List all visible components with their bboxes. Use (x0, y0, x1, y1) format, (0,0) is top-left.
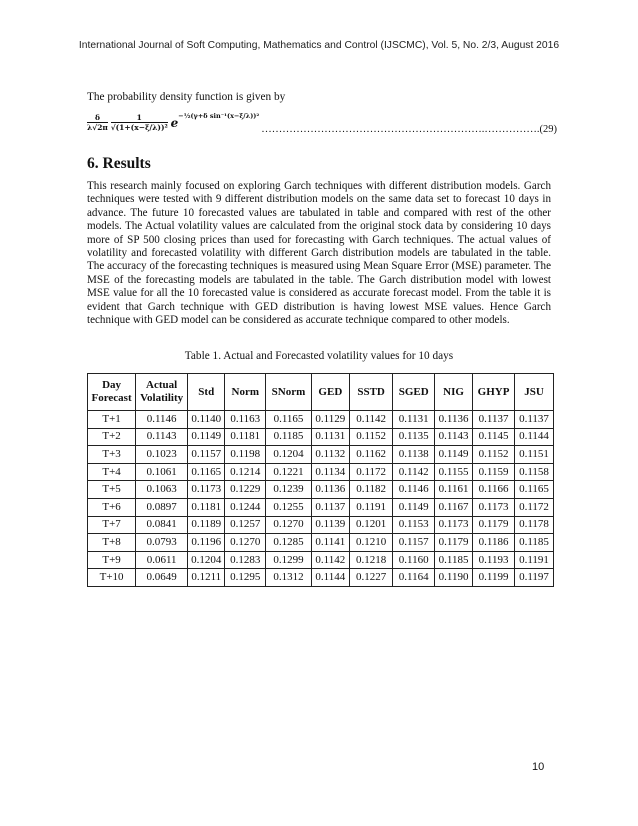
table-caption: Table 1. Actual and Forecasted volatility values for 10 days (184, 350, 454, 362)
value-cell: 0.1257 (225, 516, 266, 534)
value-cell: 0.1186 (473, 534, 515, 552)
row-label-cell: T+5 (88, 481, 136, 499)
value-cell: 0.1129 (311, 411, 349, 429)
table-row (88, 569, 554, 587)
value-cell: 0.1197 (514, 569, 553, 587)
value-cell: 0.1166 (473, 481, 515, 499)
table-row (88, 463, 554, 481)
value-cell: 0.1210 (349, 534, 392, 552)
exponential-power: −½(γ+δ sin⁻¹(x−ξ/λ))² (178, 112, 260, 120)
value-cell: 0.1146 (393, 481, 435, 499)
column-header: SGED (393, 374, 435, 411)
row-label-cell: T+2 (88, 428, 136, 446)
value-cell: 0.1165 (266, 411, 312, 429)
value-cell: 0.1136 (435, 411, 473, 429)
column-header: GED (311, 374, 349, 411)
table-row (88, 551, 554, 569)
row-label-cell: T+8 (88, 534, 136, 552)
value-cell: 0.1142 (311, 551, 349, 569)
frac2-denominator: √(1+(x−ξ/λ))² (110, 123, 168, 132)
row-label-cell: T+9 (88, 551, 136, 569)
row-label-cell: T+7 (88, 516, 136, 534)
value-cell: 0.1285 (266, 534, 312, 552)
value-cell: 0.1146 (136, 411, 188, 429)
column-header: Actual Volatility (136, 374, 188, 411)
value-cell: 0.1191 (349, 498, 392, 516)
value-cell: 0.1137 (311, 498, 349, 516)
value-cell: 0.1063 (136, 481, 188, 499)
value-cell: 0.1139 (311, 516, 349, 534)
value-cell: 0.1142 (349, 411, 392, 429)
column-header: Norm (225, 374, 266, 411)
value-cell: 0.1283 (225, 551, 266, 569)
value-cell: 0.1149 (188, 428, 225, 446)
value-cell: 0.1182 (349, 481, 392, 499)
value-cell: 0.1159 (473, 463, 515, 481)
equation-dots: ……………………………………………………….……………. (261, 124, 540, 135)
value-cell: 0.0897 (136, 498, 188, 516)
row-label-cell: T+6 (88, 498, 136, 516)
value-cell: 0.1185 (435, 551, 473, 569)
column-header: SSTD (349, 374, 392, 411)
value-cell: 0.1165 (188, 463, 225, 481)
value-cell: 0.1173 (188, 481, 225, 499)
value-cell: 0.1172 (514, 498, 553, 516)
value-cell: 0.1190 (435, 569, 473, 587)
value-cell: 0.1144 (514, 428, 553, 446)
value-cell: 0.1227 (349, 569, 392, 587)
frac2-numerator: 1 (111, 113, 168, 123)
value-cell: 0.1023 (136, 446, 188, 464)
column-header: SNorm (266, 374, 312, 411)
value-cell: 0.1162 (349, 446, 392, 464)
row-label-cell: T+4 (88, 463, 136, 481)
value-cell: 0.0611 (136, 551, 188, 569)
value-cell: 0.1211 (188, 569, 225, 587)
table-row (88, 481, 554, 499)
value-cell: 0.1061 (136, 463, 188, 481)
running-header: International Journal of Soft Computing, Mathematics and Control (IJSCMC), Vol. 5, No. 2/3, August 2016 (78, 40, 560, 51)
column-header: GHYP (473, 374, 515, 411)
value-cell: 0.1181 (188, 498, 225, 516)
equation-number: (29) (539, 124, 557, 135)
value-cell: 0.1161 (435, 481, 473, 499)
frac1-denominator: λ√2π (87, 123, 108, 132)
value-cell: 0.1173 (473, 498, 515, 516)
value-cell: 0.1191 (514, 551, 553, 569)
value-cell: 0.1142 (393, 463, 435, 481)
column-header: Day Forecast (88, 374, 136, 411)
value-cell: 0.1239 (266, 481, 312, 499)
table-row (88, 498, 554, 516)
value-cell: 0.1167 (435, 498, 473, 516)
value-cell: 0.1134 (311, 463, 349, 481)
value-cell: 0.1144 (311, 569, 349, 587)
value-cell: 0.1157 (393, 534, 435, 552)
value-cell: 0.0841 (136, 516, 188, 534)
value-cell: 0.1152 (349, 428, 392, 446)
exponential-base: e (170, 116, 179, 130)
value-cell: 0.1312 (266, 569, 312, 587)
value-cell: 0.1199 (473, 569, 515, 587)
row-label-cell: T+1 (88, 411, 136, 429)
fraction-delta (87, 113, 108, 133)
value-cell: 0.1149 (393, 498, 435, 516)
section-title: 6. Results (87, 155, 151, 172)
value-cell: 0.1255 (266, 498, 312, 516)
value-cell: 0.1204 (188, 551, 225, 569)
value-cell: 0.1229 (225, 481, 266, 499)
results-paragraph: This research mainly focused on exploring Garch techniques with different distribution models. Garch techniques were tested with 9 different distribution models on the same data set to forecast 10 days in advance. The future 10 forecasted values are tabulated in table and compared with rest of the other models. The Actual volatility values are calculated from the original stock data by considering 10 days more of SP 500 closing prices than used for forecasting with Garch techniques. The actual values of volatility and forecasted volatility with different Garch distribution models are tabulated in the table. The accuracy of the forecasting techniques is measured using Mean Square Error (MSE) parameter. The MSE of the forecasting models are tabulated in the table. The Garch distribution model with lowest MSE value for all the 10 forecasted value is considered as accurate forecast model. From the table it is evident that Garch technique with GED distribution is having lowest MSE values. Hence Garch technique with GED model can be considered as accurate technique compared to other models. (87, 180, 551, 327)
table-header-row (88, 374, 554, 411)
row-label-cell: T+3 (88, 446, 136, 464)
value-cell: 0.1198 (225, 446, 266, 464)
value-cell: 0.1137 (473, 411, 515, 429)
column-header: JSU (514, 374, 553, 411)
value-cell: 0.1185 (514, 534, 553, 552)
value-cell: 0.1181 (225, 428, 266, 446)
value-cell: 0.1179 (435, 534, 473, 552)
value-cell: 0.1164 (393, 569, 435, 587)
value-cell: 0.1145 (473, 428, 515, 446)
intro-sentence: The probability density function is given by (87, 91, 286, 103)
value-cell: 0.1214 (225, 463, 266, 481)
value-cell: 0.1151 (514, 446, 553, 464)
frac1-numerator: δ (87, 113, 108, 123)
value-cell: 0.1155 (435, 463, 473, 481)
value-cell: 0.1132 (311, 446, 349, 464)
value-cell: 0.1135 (393, 428, 435, 446)
value-cell: 0.1158 (514, 463, 553, 481)
value-cell: 0.1149 (435, 446, 473, 464)
table-row (88, 516, 554, 534)
value-cell: 0.1193 (473, 551, 515, 569)
table-row (88, 446, 554, 464)
value-cell: 0.1204 (266, 446, 312, 464)
value-cell: 0.1196 (188, 534, 225, 552)
table-row (88, 411, 554, 429)
value-cell: 0.1189 (188, 516, 225, 534)
value-cell: 0.1172 (349, 463, 392, 481)
value-cell: 0.1218 (349, 551, 392, 569)
value-cell: 0.1153 (393, 516, 435, 534)
equation-formula (87, 112, 259, 133)
table-row (88, 534, 554, 552)
value-cell: 0.1178 (514, 516, 553, 534)
column-header: Std (188, 374, 225, 411)
value-cell: 0.1299 (266, 551, 312, 569)
value-cell: 0.1173 (435, 516, 473, 534)
value-cell: 0.1179 (473, 516, 515, 534)
table-body (88, 411, 554, 587)
value-cell: 0.1221 (266, 463, 312, 481)
value-cell: 0.1270 (266, 516, 312, 534)
value-cell: 0.0649 (136, 569, 188, 587)
table-head (88, 374, 554, 411)
equation-leader (247, 124, 557, 135)
value-cell: 0.1131 (311, 428, 349, 446)
column-header: NIG (435, 374, 473, 411)
value-cell: 0.1201 (349, 516, 392, 534)
table-row (88, 428, 554, 446)
row-label-cell: T+10 (88, 569, 136, 587)
page-number: 10 (532, 761, 545, 773)
value-cell: 0.1165 (514, 481, 553, 499)
value-cell: 0.1140 (188, 411, 225, 429)
value-cell: 0.1152 (473, 446, 515, 464)
value-cell: 0.1160 (393, 551, 435, 569)
value-cell: 0.1185 (266, 428, 312, 446)
value-cell: 0.1143 (435, 428, 473, 446)
value-cell: 0.1141 (311, 534, 349, 552)
value-cell: 0.1137 (514, 411, 553, 429)
equation-29 (87, 112, 557, 148)
value-cell: 0.1270 (225, 534, 266, 552)
value-cell: 0.0793 (136, 534, 188, 552)
value-cell: 0.1138 (393, 446, 435, 464)
value-cell: 0.1131 (393, 411, 435, 429)
value-cell: 0.1244 (225, 498, 266, 516)
value-cell: 0.1163 (225, 411, 266, 429)
value-cell: 0.1143 (136, 428, 188, 446)
volatility-table (87, 373, 554, 587)
value-cell: 0.1136 (311, 481, 349, 499)
fraction-one (111, 113, 168, 133)
value-cell: 0.1295 (225, 569, 266, 587)
value-cell: 0.1157 (188, 446, 225, 464)
